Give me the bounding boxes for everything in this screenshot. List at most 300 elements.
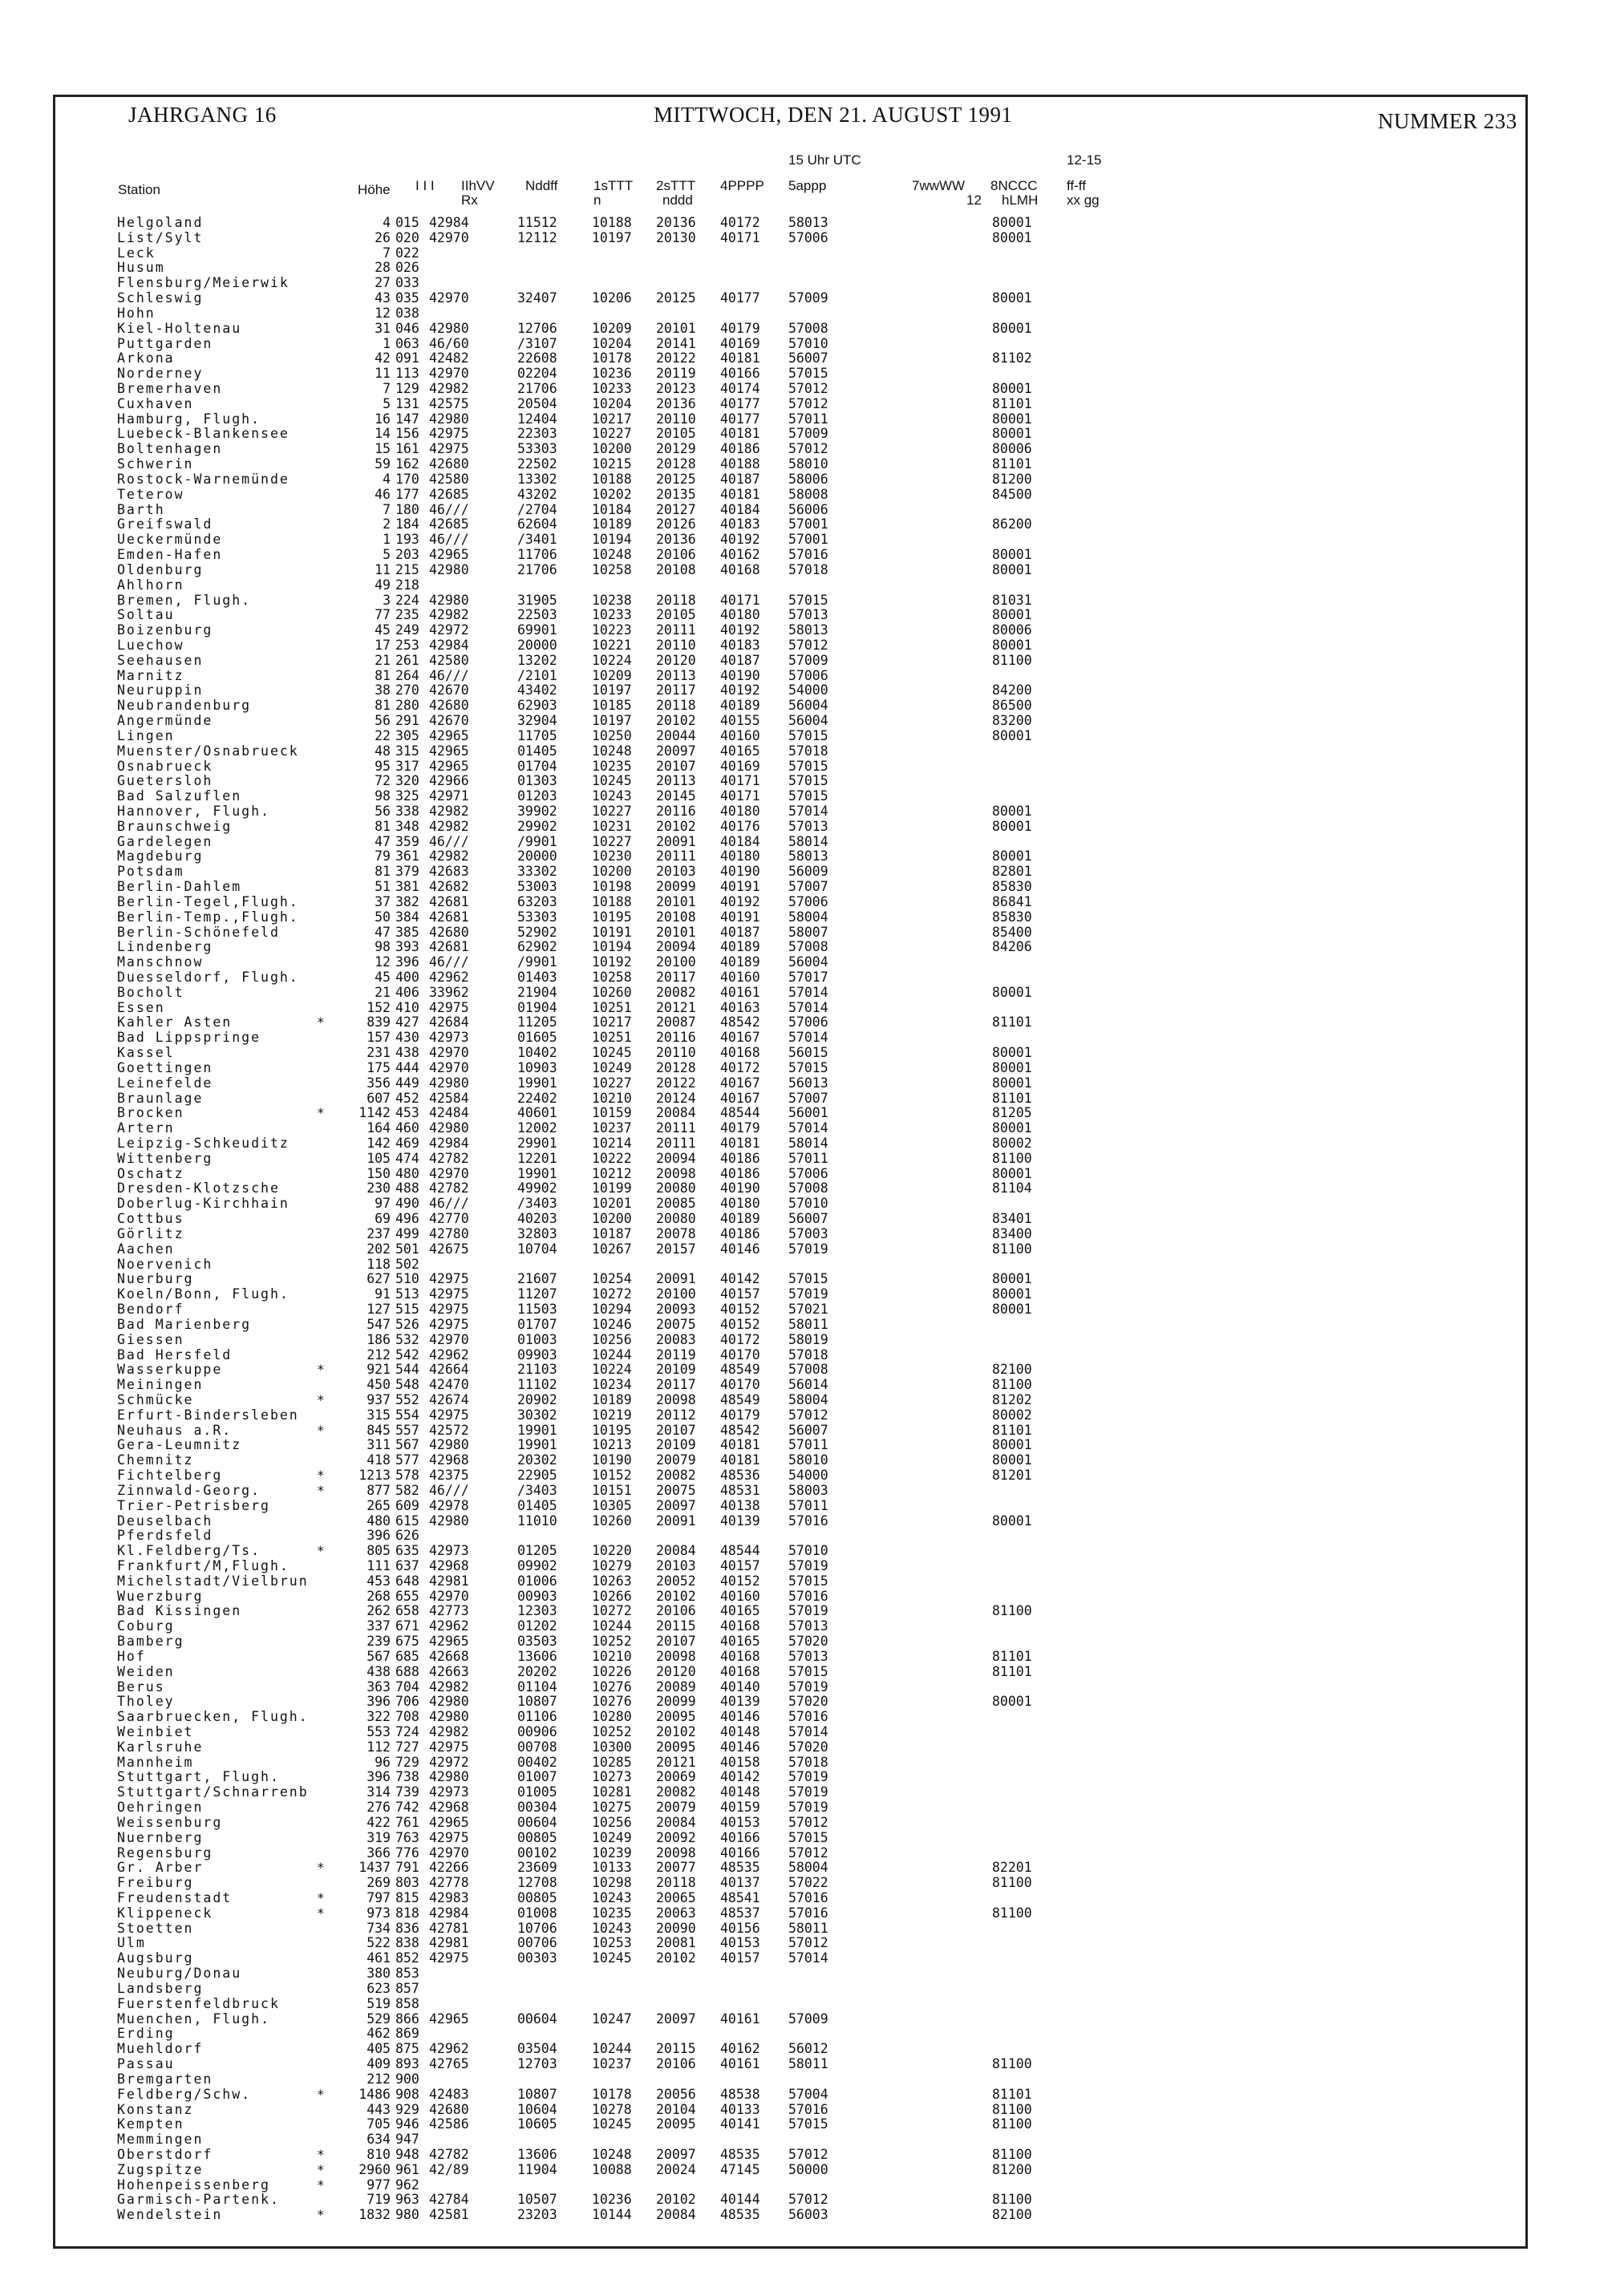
cell-ttt2: 20111 bbox=[656, 848, 696, 865]
cell-hoehe: 810 bbox=[367, 2146, 391, 2162]
cell-hoehe: 1142 bbox=[358, 1105, 391, 1121]
cell-appp: 57012 bbox=[788, 637, 828, 653]
cell-hoehe: 112 bbox=[367, 1739, 391, 1755]
cell-hoehe: 38 bbox=[375, 682, 391, 699]
cell-hoehe: 59 bbox=[375, 456, 391, 472]
cell-ihvv: 42982 bbox=[429, 818, 469, 834]
cell-nddff: 01405 bbox=[517, 1497, 557, 1513]
cell-ncc: 81101 bbox=[992, 395, 1032, 411]
cell-nddff: 12303 bbox=[517, 1603, 557, 1619]
cell-station: Bad Lippspringe bbox=[117, 1030, 261, 1046]
cell-pppp: 40189 bbox=[720, 954, 760, 970]
cell-ncc: 81100 bbox=[992, 1875, 1032, 1891]
cell-hoehe: 79 bbox=[375, 848, 391, 865]
cell-ttt1: 10178 bbox=[592, 2086, 632, 2102]
cell-pppp: 40138 bbox=[720, 1497, 760, 1513]
cell-hoehe: 97 bbox=[375, 1196, 391, 1212]
cell-pppp: 40161 bbox=[720, 2056, 760, 2072]
cell-ihvv: 42483 bbox=[429, 2086, 469, 2102]
cell-ncc: 81101 bbox=[992, 1663, 1032, 1679]
cell-ttt2: 20097 bbox=[656, 2011, 696, 2027]
cell-appp: 57020 bbox=[788, 1634, 828, 1650]
cell-iii: 818 bbox=[395, 1905, 419, 1921]
cell-hoehe: 315 bbox=[367, 1407, 391, 1423]
cell-iii: 655 bbox=[395, 1588, 419, 1604]
cell-nddff: 20202 bbox=[517, 1663, 557, 1679]
cell-ttt1: 10202 bbox=[592, 486, 632, 502]
col-xxgg: xx gg bbox=[1067, 192, 1100, 208]
cell-ttt1: 10238 bbox=[592, 592, 632, 608]
cell-station: Goettingen bbox=[117, 1059, 213, 1075]
cell-ihvv: 42975 bbox=[429, 441, 469, 457]
cell-ncc: 83400 bbox=[992, 1225, 1032, 1241]
cell-iii: 385 bbox=[395, 924, 419, 940]
cell-station: Kiel-Holtenau bbox=[117, 320, 242, 336]
cell-ttt2: 20095 bbox=[656, 1709, 696, 1725]
cell-ttt1: 10199 bbox=[592, 1180, 632, 1197]
cell-ttt1: 10188 bbox=[592, 471, 632, 487]
cell-appp: 57014 bbox=[788, 1030, 828, 1046]
cell-ttt1: 10204 bbox=[592, 335, 632, 351]
cell-appp: 57019 bbox=[788, 1286, 828, 1302]
cell-appp: 57016 bbox=[788, 1588, 828, 1604]
cell-pppp: 40162 bbox=[720, 2041, 760, 2057]
cell-hoehe: 46 bbox=[375, 486, 391, 502]
cell-iii: 727 bbox=[395, 1739, 419, 1755]
cell-iii: 513 bbox=[395, 1286, 419, 1302]
cell-appp: 57018 bbox=[788, 1346, 828, 1363]
cell-hoehe: 152 bbox=[367, 999, 391, 1015]
cell-appp: 57019 bbox=[788, 1678, 828, 1695]
cell-hoehe: 150 bbox=[367, 1165, 391, 1181]
cell-pppp: 40148 bbox=[720, 1784, 760, 1800]
cell-iii: 961 bbox=[395, 2161, 419, 2177]
cell-ttt1: 10273 bbox=[592, 1769, 632, 1785]
cell-ihvv: 46/// bbox=[429, 501, 469, 517]
cell-ttt2: 20065 bbox=[656, 1890, 696, 1906]
cell-ttt1: 10188 bbox=[592, 893, 632, 909]
cell-ttt1: 10305 bbox=[592, 1497, 632, 1513]
cell-ncc: 80001 bbox=[992, 1059, 1032, 1075]
cell-ncc: 84206 bbox=[992, 939, 1032, 955]
cell-iii: 449 bbox=[395, 1075, 419, 1091]
cell-iii: 908 bbox=[395, 2086, 419, 2102]
cell-nddff: 01008 bbox=[517, 1905, 557, 1921]
cell-pppp: 40140 bbox=[720, 1678, 760, 1695]
cell-ncc: 81100 bbox=[992, 1905, 1032, 1921]
cell-hoehe: 98 bbox=[375, 939, 391, 955]
cell-ihvv: 42962 bbox=[429, 2041, 469, 2057]
cell-station: Ulm bbox=[117, 1935, 146, 1951]
cell-appp: 57018 bbox=[788, 561, 828, 577]
cell-hoehe: 529 bbox=[367, 2011, 391, 2027]
cell-ihvv: 42580 bbox=[429, 652, 469, 668]
cell-hoehe: 157 bbox=[367, 1030, 391, 1046]
cell-ihvv: 42580 bbox=[429, 471, 469, 487]
cell-hoehe: 623 bbox=[367, 1980, 391, 1996]
cell-ihvv: 42973 bbox=[429, 1030, 469, 1046]
cell-ttt2: 20083 bbox=[656, 1331, 696, 1347]
cell-nddff: 22502 bbox=[517, 456, 557, 472]
cell-hoehe: 634 bbox=[367, 2132, 391, 2148]
cell-nddff: 13606 bbox=[517, 1648, 557, 1664]
cell-ihvv: 42970 bbox=[429, 1165, 469, 1181]
cell-appp: 56007 bbox=[788, 1211, 828, 1227]
cell-ihvv: 42982 bbox=[429, 803, 469, 819]
cell-appp: 54000 bbox=[788, 682, 828, 699]
cell-appp: 57019 bbox=[788, 1769, 828, 1785]
cell-ttt1: 10245 bbox=[592, 773, 632, 789]
cell-ttt1: 10253 bbox=[592, 1935, 632, 1951]
cell-ttt2: 20103 bbox=[656, 864, 696, 880]
cell-nddff: 52902 bbox=[517, 924, 557, 940]
cell-station: Ahlhorn bbox=[117, 577, 184, 593]
cell-ihvv: 42575 bbox=[429, 395, 469, 411]
cell-ihvv: 42968 bbox=[429, 1800, 469, 1816]
cell-hoehe: 81 bbox=[375, 818, 391, 834]
cell-pppp: 40165 bbox=[720, 743, 760, 759]
cell-ihvv: 42970 bbox=[429, 229, 469, 245]
cell-iii: 396 bbox=[395, 954, 419, 970]
cell-ttt2: 20119 bbox=[656, 1346, 696, 1363]
cell-ttt1: 10236 bbox=[592, 366, 632, 382]
cell-iii: 900 bbox=[395, 2071, 419, 2087]
cell-appp: 57006 bbox=[788, 229, 828, 245]
cell-ncc: 81100 bbox=[992, 2146, 1032, 2162]
cell-ttt1: 10280 bbox=[592, 1709, 632, 1725]
cell-ttt2: 20094 bbox=[656, 939, 696, 955]
cell-ttt2: 20097 bbox=[656, 743, 696, 759]
cell-appp: 58011 bbox=[788, 1920, 828, 1936]
cell-mark: * bbox=[317, 1482, 325, 1498]
cell-ttt1: 10267 bbox=[592, 1241, 632, 1257]
cell-nddff: /2101 bbox=[517, 667, 557, 683]
cell-hoehe: 356 bbox=[367, 1075, 391, 1091]
cell-mark: * bbox=[317, 1422, 325, 1438]
cell-pppp: 48538 bbox=[720, 2086, 760, 2102]
cell-ttt2: 20123 bbox=[656, 381, 696, 397]
cell-ihvv: 42982 bbox=[429, 1678, 469, 1695]
cell-ncc: 80001 bbox=[992, 1694, 1032, 1710]
cell-station: Kempten bbox=[117, 2116, 184, 2132]
cell-ttt2: 20093 bbox=[656, 1302, 696, 1318]
cell-iii: 270 bbox=[395, 682, 419, 699]
cell-ncc: 80001 bbox=[992, 215, 1032, 230]
cell-ihvv: 42972 bbox=[429, 622, 469, 638]
cell-station: Schwerin bbox=[117, 456, 194, 472]
cell-ncc: 81100 bbox=[992, 1603, 1032, 1619]
cell-station: Schmücke bbox=[117, 1391, 194, 1407]
cell-ihvv: 42983 bbox=[429, 1890, 469, 1906]
cell-appp: 57019 bbox=[788, 1557, 828, 1573]
cell-pppp: 40186 bbox=[720, 1225, 760, 1241]
cell-nddff: 10507 bbox=[517, 2192, 557, 2208]
cell-hoehe: 50 bbox=[375, 909, 391, 925]
cell-pppp: 40184 bbox=[720, 833, 760, 849]
cell-pppp: 48537 bbox=[720, 1905, 760, 1921]
cell-ihvv: 42965 bbox=[429, 2011, 469, 2027]
cell-ttt1: 10263 bbox=[592, 1573, 632, 1589]
cell-station: Emden-Hafen bbox=[117, 547, 223, 563]
cell-hoehe: 839 bbox=[367, 1014, 391, 1031]
cell-appp: 57015 bbox=[788, 1663, 828, 1679]
cell-station: Muenchen, Flugh. bbox=[117, 2011, 270, 2027]
cell-pppp: 40180 bbox=[720, 1196, 760, 1212]
cell-appp: 57010 bbox=[788, 335, 828, 351]
cell-ttt2: 20108 bbox=[656, 909, 696, 925]
cell-iii: 980 bbox=[395, 2207, 419, 2223]
cell-nddff: 29902 bbox=[517, 818, 557, 834]
cell-pppp: 40133 bbox=[720, 2101, 760, 2117]
cell-iii: 578 bbox=[395, 1468, 419, 1484]
cell-nddff: 11706 bbox=[517, 547, 557, 563]
cell-pppp: 40144 bbox=[720, 2192, 760, 2208]
cell-iii: 501 bbox=[395, 1241, 419, 1257]
cell-mark: * bbox=[317, 2161, 325, 2177]
cell-station: Schleswig bbox=[117, 290, 204, 306]
cell-appp: 57007 bbox=[788, 879, 828, 895]
cell-iii: 675 bbox=[395, 1634, 419, 1650]
cell-hoehe: 2960 bbox=[358, 2161, 391, 2177]
cell-pppp: 40152 bbox=[720, 1573, 760, 1589]
cell-pppp: 40153 bbox=[720, 1814, 760, 1830]
cell-ihvv: 42982 bbox=[429, 607, 469, 623]
cell-ncc: 80002 bbox=[992, 1136, 1032, 1152]
cell-ncc: 80001 bbox=[992, 229, 1032, 245]
cell-ncc: 80001 bbox=[992, 561, 1032, 577]
cell-ttt1: 10214 bbox=[592, 1136, 632, 1152]
cell-ttt2: 20075 bbox=[656, 1482, 696, 1498]
cell-ttt2: 20115 bbox=[656, 1618, 696, 1634]
cell-iii: 249 bbox=[395, 622, 419, 638]
cell-ihvv: 33962 bbox=[429, 984, 469, 1000]
cell-pppp: 40189 bbox=[720, 698, 760, 714]
cell-nddff: 29901 bbox=[517, 1136, 557, 1152]
cell-ttt1: 10192 bbox=[592, 954, 632, 970]
cell-nddff: 23609 bbox=[517, 1860, 557, 1876]
cell-nddff: 32407 bbox=[517, 290, 557, 306]
cell-iii: 946 bbox=[395, 2116, 419, 2132]
cell-ttt2: 20120 bbox=[656, 1663, 696, 1679]
cell-pppp: 40171 bbox=[720, 788, 760, 804]
cell-nddff: 01303 bbox=[517, 773, 557, 789]
cell-hoehe: 28 bbox=[375, 260, 391, 276]
cell-ttt1: 10217 bbox=[592, 1014, 632, 1031]
cell-station: Klippeneck bbox=[117, 1905, 213, 1921]
cell-pppp: 48535 bbox=[720, 2207, 760, 2223]
cell-iii: 488 bbox=[395, 1180, 419, 1197]
cell-nddff: 01005 bbox=[517, 1784, 557, 1800]
cell-ncc: 80001 bbox=[992, 426, 1032, 442]
cell-ihvv: 42981 bbox=[429, 1573, 469, 1589]
cell-ihvv: 42375 bbox=[429, 1468, 469, 1484]
cell-hoehe: 5 bbox=[383, 547, 391, 563]
cell-nddff: 21706 bbox=[517, 561, 557, 577]
cell-ttt1: 10213 bbox=[592, 1437, 632, 1453]
cell-hoehe: 16 bbox=[375, 411, 391, 427]
cell-ncc: 82100 bbox=[992, 2207, 1032, 2223]
cell-ttt1: 10133 bbox=[592, 1860, 632, 1876]
cell-station: Frankfurt/M,Flugh. bbox=[117, 1557, 290, 1573]
cell-hoehe: 438 bbox=[367, 1663, 391, 1679]
cell-iii: 474 bbox=[395, 1150, 419, 1166]
cell-iii: 170 bbox=[395, 471, 419, 487]
cell-hoehe: 1437 bbox=[358, 1860, 391, 1876]
cell-iii: 962 bbox=[395, 2177, 419, 2193]
cell-iii: 893 bbox=[395, 2056, 419, 2072]
cell-appp: 57018 bbox=[788, 1754, 828, 1770]
cell-ihvv: 42970 bbox=[429, 1588, 469, 1604]
cell-nddff: 53303 bbox=[517, 441, 557, 457]
cell-iii: 815 bbox=[395, 1890, 419, 1906]
cell-ttt2: 20095 bbox=[656, 1739, 696, 1755]
cell-mark: * bbox=[317, 1543, 325, 1559]
cell-appp: 57020 bbox=[788, 1739, 828, 1755]
cell-nddff: 11705 bbox=[517, 727, 557, 743]
cell-pppp: 40189 bbox=[720, 1211, 760, 1227]
cell-station: Angermünde bbox=[117, 713, 213, 729]
cell-ttt2: 20121 bbox=[656, 999, 696, 1015]
col-4pppp: 4PPPP bbox=[720, 178, 764, 193]
cell-hoehe: 337 bbox=[367, 1618, 391, 1634]
cell-hoehe: 37 bbox=[375, 893, 391, 909]
cell-ihvv: 42780 bbox=[429, 1225, 469, 1241]
cell-ihvv: 42975 bbox=[429, 1286, 469, 1302]
cell-ttt2: 20101 bbox=[656, 893, 696, 909]
cell-station: Freudenstadt bbox=[117, 1890, 233, 1906]
cell-appp: 57019 bbox=[788, 1241, 828, 1257]
cell-hoehe: 276 bbox=[367, 1800, 391, 1816]
cell-appp: 57019 bbox=[788, 1800, 828, 1816]
cell-appp: 50000 bbox=[788, 2161, 828, 2177]
cell-iii: 609 bbox=[395, 1497, 419, 1513]
cell-iii: 338 bbox=[395, 803, 419, 819]
cell-ncc: 80001 bbox=[992, 1437, 1032, 1453]
cell-ttt1: 10198 bbox=[592, 879, 632, 895]
cell-iii: 063 bbox=[395, 335, 419, 351]
cell-station: Kahler Asten bbox=[117, 1014, 233, 1031]
cell-appp: 57015 bbox=[788, 2116, 828, 2132]
cell-ihvv: 42680 bbox=[429, 456, 469, 472]
cell-station: Noervenich bbox=[117, 1256, 213, 1272]
cell-nddff: 11512 bbox=[517, 215, 557, 230]
cell-ttt1: 10260 bbox=[592, 984, 632, 1000]
cell-ihvv: 42984 bbox=[429, 1905, 469, 1921]
cell-appp: 57016 bbox=[788, 547, 828, 563]
cell-station: Trier-Petrisberg bbox=[117, 1497, 270, 1513]
cell-iii: 552 bbox=[395, 1391, 419, 1407]
cell-station: Brocken bbox=[117, 1105, 184, 1121]
cell-nddff: 11503 bbox=[517, 1302, 557, 1318]
cell-ncc: 80001 bbox=[992, 547, 1032, 563]
cell-ttt1: 10200 bbox=[592, 864, 632, 880]
cell-ihvv: 42978 bbox=[429, 1497, 469, 1513]
cell-ihvv: 42980 bbox=[429, 411, 469, 427]
cell-pppp: 40166 bbox=[720, 1829, 760, 1845]
cell-ihvv: 42773 bbox=[429, 1603, 469, 1619]
cell-appp: 57016 bbox=[788, 1890, 828, 1906]
cell-hoehe: 567 bbox=[367, 1648, 391, 1664]
cell-mark: * bbox=[317, 1391, 325, 1407]
cell-ihvv: 42770 bbox=[429, 1211, 469, 1227]
cell-nddff: 12404 bbox=[517, 411, 557, 427]
cell-ttt2: 20080 bbox=[656, 1180, 696, 1197]
cell-hoehe: 98 bbox=[375, 788, 391, 804]
cell-ncc: 81101 bbox=[992, 1422, 1032, 1438]
cell-ncc: 80001 bbox=[992, 1512, 1032, 1529]
cell-ihvv: 42782 bbox=[429, 1180, 469, 1197]
cell-ihvv: 42975 bbox=[429, 999, 469, 1015]
cell-ihvv: 42670 bbox=[429, 682, 469, 699]
cell-station: Artern bbox=[117, 1120, 175, 1136]
cell-iii: 852 bbox=[395, 1950, 419, 1966]
cell-hoehe: 43 bbox=[375, 290, 391, 306]
cell-ihvv: 42980 bbox=[429, 1437, 469, 1453]
cell-ttt2: 20091 bbox=[656, 1512, 696, 1529]
cell-iii: 480 bbox=[395, 1165, 419, 1181]
cell-iii: 963 bbox=[395, 2192, 419, 2208]
cell-station: Oschatz bbox=[117, 1165, 184, 1181]
cell-ttt1: 10249 bbox=[592, 1829, 632, 1845]
cell-ihvv: 42975 bbox=[429, 426, 469, 442]
cell-ttt1: 10244 bbox=[592, 1346, 632, 1363]
cell-iii: 291 bbox=[395, 713, 419, 729]
cell-ttt1: 10185 bbox=[592, 698, 632, 714]
cell-hoehe: 4 bbox=[383, 471, 391, 487]
cell-nddff: /9901 bbox=[517, 954, 557, 970]
cell-ttt1: 10272 bbox=[592, 1286, 632, 1302]
cell-iii: 261 bbox=[395, 652, 419, 668]
cell-iii: 035 bbox=[395, 290, 419, 306]
cell-hoehe: 237 bbox=[367, 1225, 391, 1241]
cell-pppp: 40186 bbox=[720, 1165, 760, 1181]
cell-hoehe: 1 bbox=[383, 335, 391, 351]
col-12: 12 bbox=[966, 192, 982, 208]
cell-station: Chemnitz bbox=[117, 1452, 194, 1468]
cell-station: Augsburg bbox=[117, 1950, 194, 1966]
cell-ttt1: 10224 bbox=[592, 652, 632, 668]
cell-ncc: 86500 bbox=[992, 698, 1032, 714]
cell-hoehe: 17 bbox=[375, 637, 391, 653]
cell-nddff: 00805 bbox=[517, 1829, 557, 1845]
cell-ncc: 85830 bbox=[992, 909, 1032, 925]
cell-ttt2: 20081 bbox=[656, 1935, 696, 1951]
cell-station: Mannheim bbox=[117, 1754, 194, 1770]
cell-hoehe: 311 bbox=[367, 1437, 391, 1453]
cell-pppp: 48542 bbox=[720, 1014, 760, 1031]
cell-ttt1: 10276 bbox=[592, 1678, 632, 1695]
cell-ihvv: 42962 bbox=[429, 1346, 469, 1363]
cell-iii: 348 bbox=[395, 818, 419, 834]
cell-ncc: 80001 bbox=[992, 637, 1032, 653]
cell-ttt1: 10195 bbox=[592, 909, 632, 925]
cell-ttt2: 20098 bbox=[656, 1648, 696, 1664]
cell-mark: * bbox=[317, 1890, 325, 1906]
cell-pppp: 40167 bbox=[720, 1090, 760, 1106]
cell-station: Regensburg bbox=[117, 1844, 213, 1861]
cell-mark: * bbox=[317, 1105, 325, 1121]
cell-pppp: 40192 bbox=[720, 893, 760, 909]
issue-number: NUMMER 233 bbox=[1378, 109, 1517, 133]
cell-appp: 56015 bbox=[788, 1045, 828, 1061]
cell-ihvv: 42966 bbox=[429, 773, 469, 789]
cell-ttt1: 10224 bbox=[592, 1362, 632, 1378]
cell-hoehe: 450 bbox=[367, 1377, 391, 1393]
cell-pppp: 40177 bbox=[720, 290, 760, 306]
cell-hoehe: 21 bbox=[375, 984, 391, 1000]
cell-hoehe: 607 bbox=[367, 1090, 391, 1106]
cell-ttt2: 20102 bbox=[656, 1724, 696, 1739]
